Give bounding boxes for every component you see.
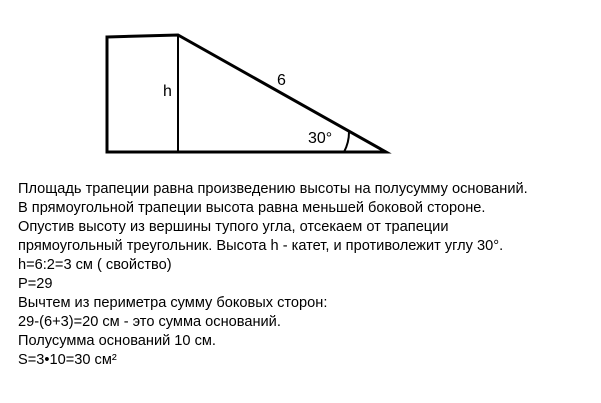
solution-line-5: h=6:2=3 см ( свойство)	[18, 257, 172, 273]
solution-line-3: Опустив высоту из вершины тупого угла, отсекаем от трапеции	[18, 219, 449, 235]
solution-line-2: В прямоугольной трапеции высота равна меньшей боковой стороне.	[18, 200, 486, 216]
height-label: h	[163, 83, 172, 100]
solution-line-6: P=29	[18, 276, 53, 292]
solution-line-9: Полусумма оснований 10 см.	[18, 333, 216, 349]
hypotenuse-label: 6	[277, 72, 286, 89]
solution-text	[18, 180, 598, 370]
angle-arc	[344, 132, 349, 152]
solution-line-4: прямоугольный треугольник. Высота h - катет, и противолежит углу 30°.	[18, 238, 504, 254]
solution-line-7: Вычтем из периметра сумму боковых сторон:	[18, 295, 328, 311]
trapezoid-figure	[0, 0, 601, 170]
solution-line-10: S=3•10=30 см²	[18, 352, 117, 368]
solution-line-1: Площадь трапеции равна произведению высоты на полусумму оснований.	[18, 181, 528, 197]
angle-label: 30°	[308, 130, 333, 147]
solution-line-8: 29-(6+3)=20 см - это сумма оснований.	[18, 314, 281, 330]
trapezoid-outline	[107, 35, 386, 152]
